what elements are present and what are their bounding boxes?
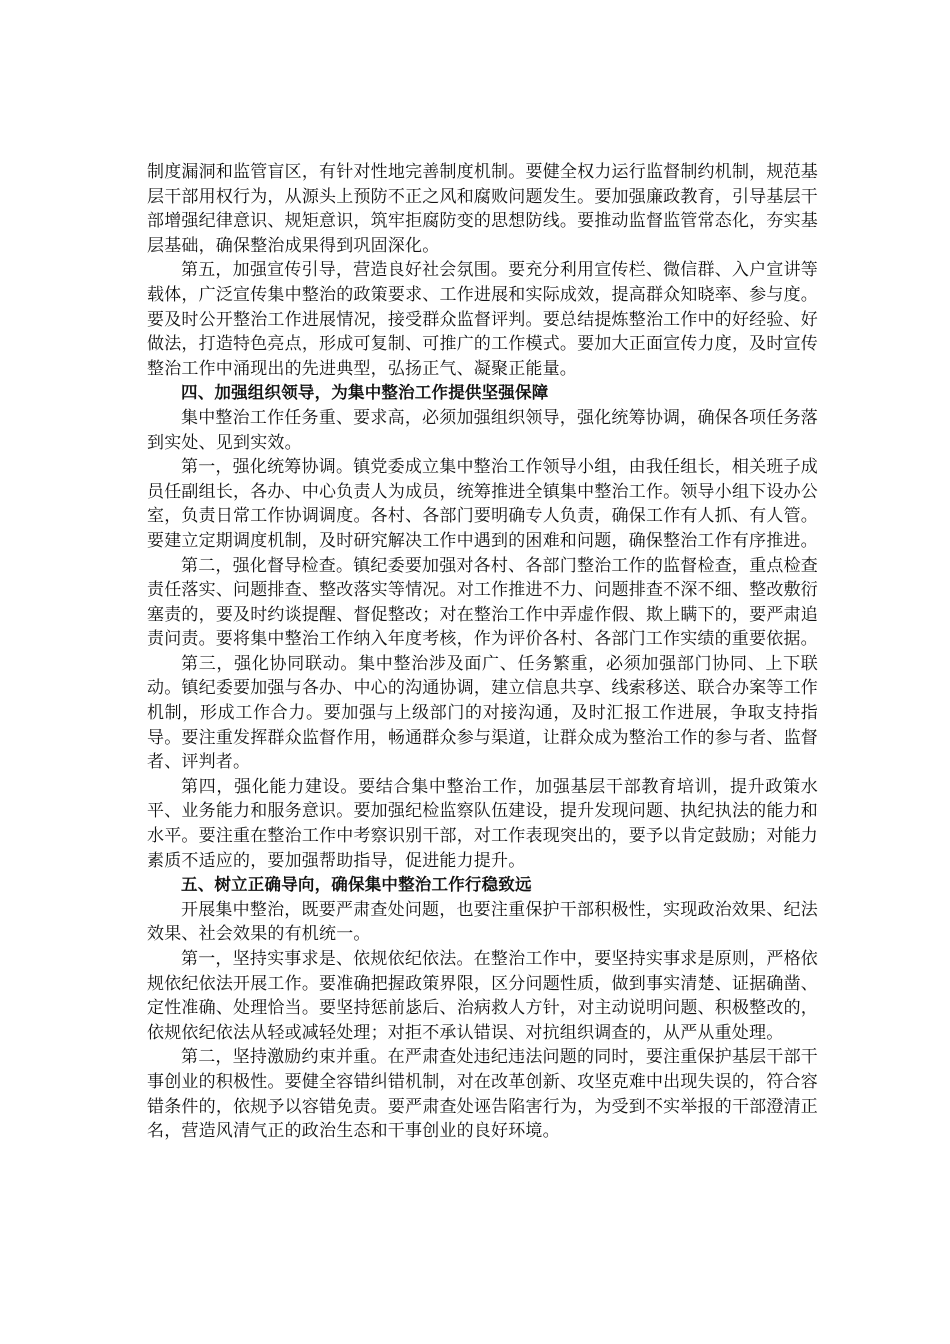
paragraph-9: 第一，坚持实事求是、依规依纪依法。在整治工作中，要坚持实事求是原则，严格依规依纪依法开展工作。要准确把握政策界限，区分问题性质，做到事实清楚、证据确凿、定性准确、处理恰当。要坚持惩前毖后、治病救人方针，对主动说明问题、积极整改的，依规依纪依法从轻或减轻处理；对拒不承认错误、对抗组织调查的，从严从重处理。 bbox=[147, 949, 818, 1043]
paragraph-6: 第三，强化协同联动。集中整治涉及面广、任务繁重，必须加强部门协同、上下联动。镇纪委要加强与各办、中心的沟通协调，建立信息共享、线索移送、联合办案等工作机制，形成工作合力。要加强与上级部门的对接沟通，及时汇报工作进展，争取支持指导。要注重发挥群众监督作用，畅通群众参与渠道，让群众成为整治工作的参与者、监督者、评判者。 bbox=[147, 653, 818, 773]
paragraph-1: 制度漏洞和监管盲区，有针对性地完善制度机制。要健全权力运行监督制约机制，规范基层干部用权行为，从源头上预防不正之风和腐败问题发生。要加强廉政教育，引导基层干部增强纪律意识、规矩意识，筑牢拒腐防变的思想防线。要推动监督监管常态化，夯实基层基础，确保整治成果得到巩固深化。 bbox=[147, 162, 818, 256]
paragraph-5: 第二，强化督导检查。镇纪委要加强对各村、各部门整治工作的监督检查，重点检查责任落实、问题排查、整改落实等情况。对工作推进不力、问题排查不深不细、整改敷衍塞责的，要及时约谈提醒、督促整改；对在整治工作中弄虚作假、欺上瞒下的，要严肃追责问责。要将集中整治工作纳入年度考核，作为评价各村、各部门工作实绩的重要依据。 bbox=[147, 555, 818, 650]
paragraph-8: 开展集中整治，既要严肃查处问题，也要注重保护干部积极性，实现政治效果、纪法效果、社会效果的有机统一。 bbox=[147, 899, 818, 945]
paragraph-3: 集中整治工作任务重、要求高，必须加强组织领导，强化统筹协调，确保各项任务落到实处、见到实效。 bbox=[147, 407, 818, 453]
section-heading-4: 四、加强组织领导，为集中整治工作提供坚强保障 bbox=[181, 383, 549, 403]
section-heading-5: 五、树立正确导向，确保集中整治工作行稳致远 bbox=[181, 875, 532, 895]
paragraph-10: 第二，坚持激励约束并重。在严肃查处违纪违法问题的同时，要注重保护基层干部干事创业的积极性。要健全容错纠错机制，对在改革创新、攻坚克难中出现失误的，符合容错条件的，依规予以容错免责。要严肃查处诬告陷害行为，为受到不实举报的干部澄清正名，营造风清气正的政治生态和干事创业的良好环境。 bbox=[147, 1047, 818, 1142]
paragraph-4: 第一，强化统筹协调。镇党委成立集中整治工作领导小组，由我任组长，相关班子成员任副组长，各办、中心负责人为成员，统筹推进全镇集中整治工作。领导小组下设办公室，负责日常工作协调调度。各村、各部门要明确专人负责，确保工作有人抓、有人管。要建立定期调度机制，及时研究解决工作中遇到的困难和问题，确保整治工作有序推进。 bbox=[147, 457, 818, 551]
document-body bbox=[147, 160, 818, 1144]
paragraph-7: 第四，强化能力建设。要结合集中整治工作，加强基层干部教育培训，提升政策水平、业务能力和服务意识。要加强纪检监察队伍建设，提升发现问题、执纪执法的能力和水平。要注重在整治工作中考察识别干部，对工作表现突出的，要予以肯定鼓励；对能力素质不适应的，要加强帮助指导，促进能力提升。 bbox=[147, 776, 818, 871]
paragraph-2: 第五，加强宣传引导，营造良好社会氛围。要充分利用宣传栏、微信群、入户宣讲等载体，广泛宣传集中整治的政策要求、工作进展和实际成效，提高群众知晓率、参与度。要及时公开整治工作进展情况，接受群众监督评判。要总结提炼整治工作中的好经验、好做法，打造特色亮点，形成可复制、可推广的工作模式。要加大正面宣传力度，及时宣传整治工作中涌现出的先进典型，弘扬正气、凝聚正能量。 bbox=[147, 260, 818, 379]
